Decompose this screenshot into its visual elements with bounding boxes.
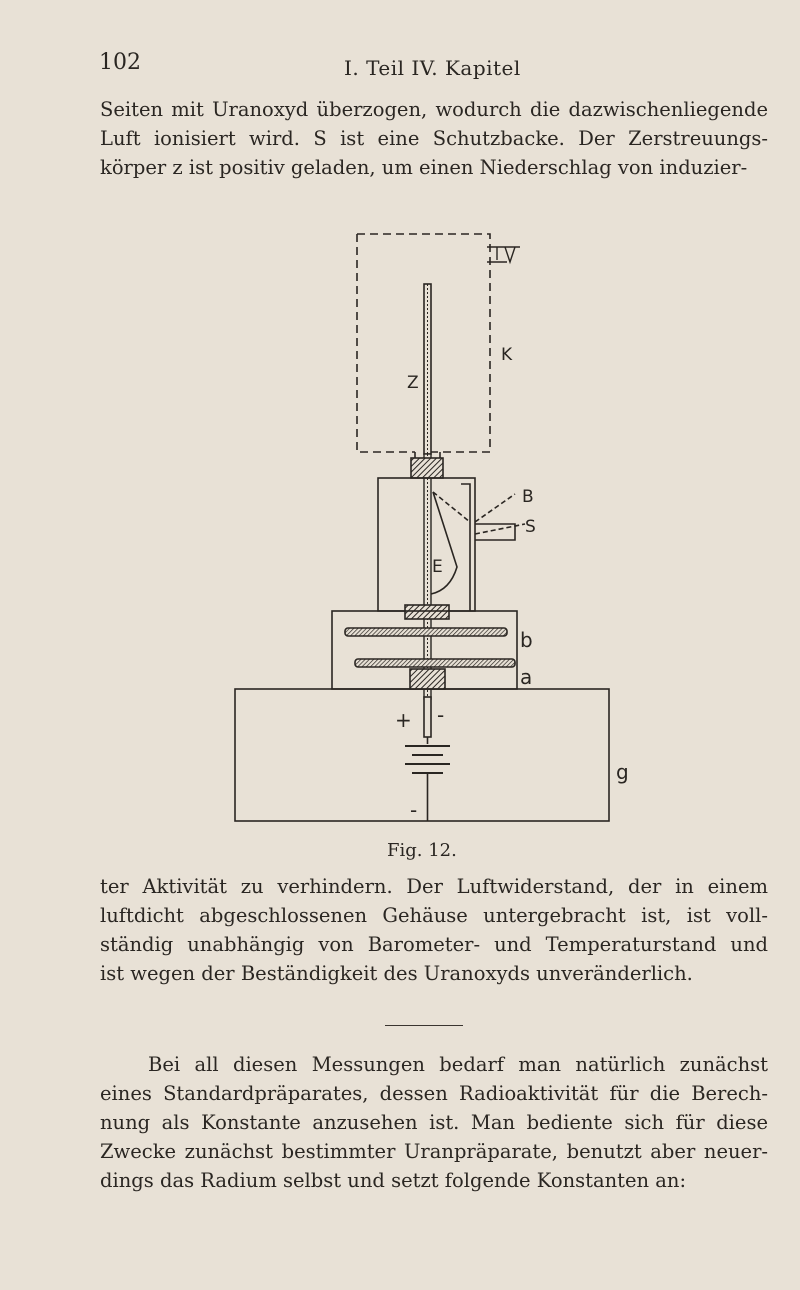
- label-a: a: [520, 665, 533, 689]
- plate-a: [355, 659, 515, 667]
- insulator-top: [411, 458, 443, 478]
- plate-b: [345, 628, 507, 636]
- label-z: Z: [407, 373, 419, 393]
- label-b: b: [520, 628, 533, 652]
- text-line: ter Aktivität zu verhindern. Der Luftwiderstand, der in einem: [100, 875, 768, 898]
- paragraph-3: [100, 1050, 768, 1195]
- insulator-mid: [405, 605, 449, 619]
- label-s: S: [525, 517, 536, 537]
- insulator-low: [410, 669, 445, 689]
- paragraph-2: [100, 872, 768, 988]
- text-line: ständig unabhängig von Barometer- und Temperaturstand und: [100, 933, 768, 956]
- label-plus: +: [395, 708, 412, 732]
- page-number: 102: [99, 50, 141, 75]
- text-line: dings das Radium selbst und setzt folgende Konstanten an:: [100, 1169, 687, 1192]
- terminal-top: [487, 247, 520, 262]
- label-minus-bottom: -: [410, 798, 418, 822]
- text-line: Seiten mit Uranoxyd überzogen, wodurch die dazwischenliegende: [100, 98, 768, 121]
- text-line: Luft ionisiert wird. S ist eine Schutzbacke. Der Zerstreuungs-: [100, 127, 768, 150]
- apparatus-svg: [225, 222, 645, 834]
- text-line: körper z ist positiv geladen, um einen Niederschlag von induzier-: [100, 156, 748, 179]
- text-line: ist wegen der Beständigkeit des Uranoxyds unveränderlich.: [100, 962, 693, 985]
- text-line: eines Standardpräparates, dessen Radioaktivität für die Berech-: [100, 1082, 768, 1105]
- figure-apparatus-diagram: [225, 222, 645, 834]
- label-e: E: [432, 557, 443, 577]
- text-line: luftdicht abgeschlossenen Gehäuse untergebracht ist, ist voll-: [100, 904, 768, 927]
- text-line: Bei all diesen Messungen bedarf man natürlich zunächst: [148, 1053, 768, 1076]
- running-head: I. Teil IV. Kapitel: [344, 56, 521, 80]
- text-line: Zwecke zunächst bestimmter Uranpräparate, benutzt aber neuer-: [100, 1140, 768, 1163]
- section-divider: [385, 1025, 463, 1026]
- label-b-upper: B: [522, 487, 534, 507]
- text-line: nung als Konstante anzusehen ist. Man bediente sich für diese: [100, 1111, 768, 1134]
- label-g: g: [616, 760, 629, 784]
- label-k: K: [501, 345, 513, 365]
- label-minus: -: [437, 703, 445, 727]
- figure-caption: Fig. 12.: [387, 840, 457, 861]
- paragraph-1: [100, 95, 768, 182]
